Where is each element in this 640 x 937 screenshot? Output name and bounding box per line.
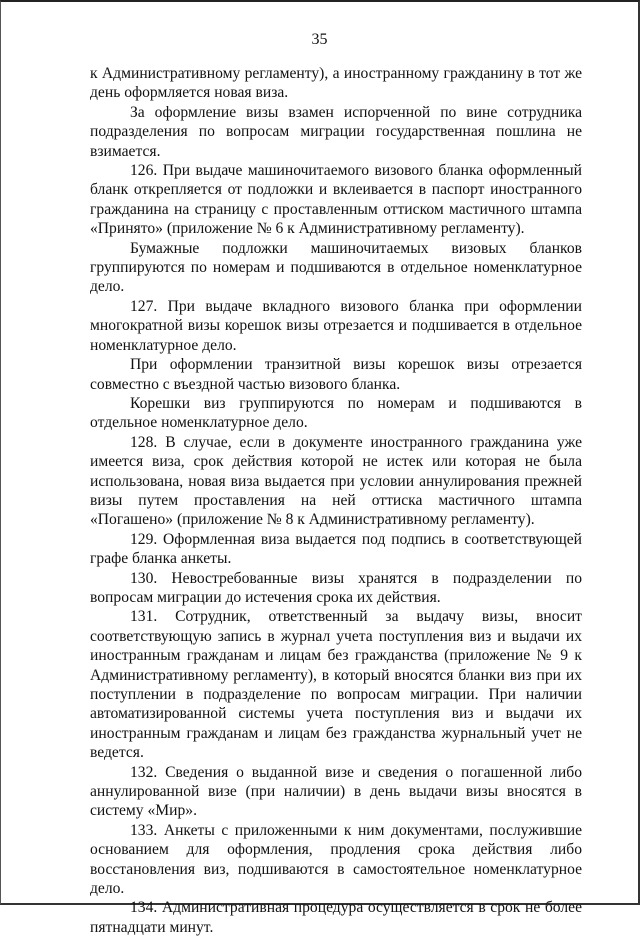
paragraph-132: 132. Сведения о выданной визе и сведения о погашенной либо аннулированной визе (при наличии) в день выдачи визы вносятся в систему «Мир». [90, 763, 582, 820]
paragraph-126: 126. При выдаче машиночитаемого визового бланка оформленный бланк открепляется от подложки и вклеивается в паспорт иностранного гражданина на страницу с проставленным оттиском мастичного штампа «Принято» (приложение № 6 к Административному регламенту). [90, 162, 582, 238]
page-body [90, 64, 582, 937]
paragraph-fee-note: За оформление визы взамен испорченной по вине сотрудника подразделения по вопросам миграции государственная пошлина не взимается. [90, 103, 582, 160]
paragraph-130: 130. Невостребованные визы хранятся в подразделении по вопросам миграции до истечения срока их действия. [90, 569, 582, 606]
paragraph-134: 134. Административная процедура осуществляется в срок не более пятнадцати минут. [90, 899, 582, 936]
paragraph-127: 127. При выдаче вкладного визового бланка при оформлении многократной визы корешок визы отрезается и подшивается в отдельное номенклатурное дело. [90, 297, 582, 354]
paragraph-126-backing: Бумажные подложки машиночитаемых визовых бланков группируются по номерам и подшиваются в отдельное номенклатурное дело. [90, 239, 582, 296]
paragraph-127-transit: При оформлении транзитной визы корешок визы отрезается совместно с въездной частью визового бланка. [90, 356, 582, 393]
paragraph-128: 128. В случае, если в документе иностранного гражданина уже имеется виза, срок действия которой не истек или которая не была использована, новая виза выдается при условии аннулирования прежней визы путем проставления на ней оттиска мастичного штампа «Погашено» (приложение № 8 к Административному регламенту). [90, 433, 582, 529]
page-number: 35 [311, 31, 328, 48]
paragraph-131: 131. Сотрудник, ответственный за выдачу визы, вносит соответствующую запись в журнал учета поступления виз и выдачи их иностранным гражданам и лицам без гражданства (приложение № 9 к Административному регламенту), в который вносятся бланки виз при их поступлении в подразделение по вопросам миграции. При наличии автоматизированной системы учета поступления виз и выдачи их иностранным гражданам и лицам без гражданства журнальный учет не ведется. [90, 608, 582, 762]
paragraph-continuation: к Административному регламенту), а иностранному гражданину в тот же день оформляется новая виза. [90, 65, 582, 102]
paragraph-133: 133. Анкеты с приложенными к ним документами, послужившие основанием для оформления, продления срока действия либо восстановления виз, подшиваются в самостоятельное номенклатурное дело. [90, 821, 582, 898]
paragraph-127-stubs: Корешки виз группируются по номерам и подшиваются в отдельное номенклатурное дело. [90, 394, 582, 432]
paragraph-129: 129. Оформленная виза выдается под подпись в соответствующей графе бланка анкеты. [90, 530, 582, 568]
